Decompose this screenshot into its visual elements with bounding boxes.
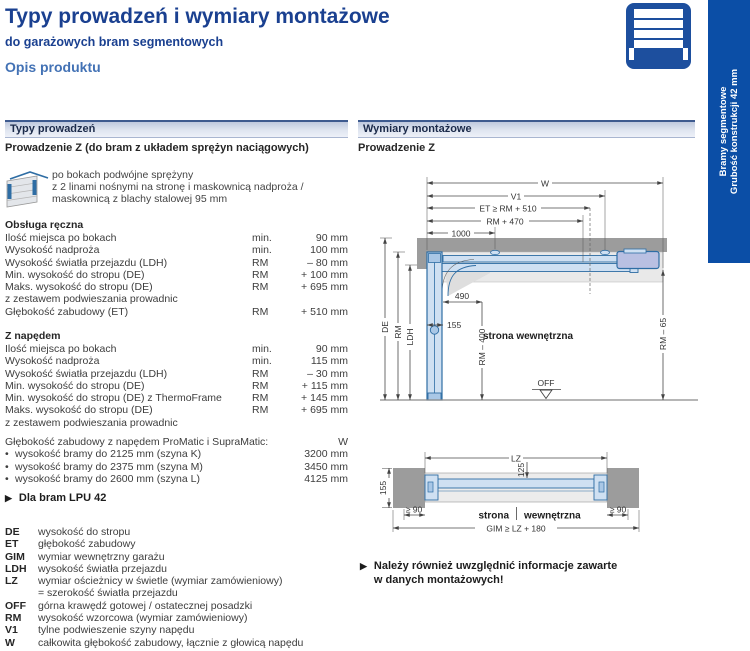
lpu42-reference-label: Dla bram LPU 42	[18, 492, 107, 504]
frame-head-detail	[429, 254, 441, 263]
track-description	[52, 169, 352, 206]
operator-bracket	[624, 249, 646, 253]
row-ref: RM	[252, 379, 269, 392]
legend-desc: wysokość wzorcowa (wymiar zamówieniowy)	[38, 612, 248, 625]
table-row	[5, 269, 348, 281]
spring-left	[8, 184, 12, 199]
mounting-note-text	[374, 560, 617, 587]
bullet: •	[5, 472, 9, 485]
table-row	[5, 232, 348, 244]
operator-head	[617, 252, 659, 269]
frame-foot	[428, 393, 441, 400]
series-tab	[708, 0, 750, 263]
side-section-view	[380, 177, 698, 400]
table-row	[5, 392, 348, 404]
section-bar-track-types: Typy prowadzeń	[5, 120, 348, 138]
table-row	[5, 306, 348, 318]
table-row	[5, 380, 348, 392]
legend-code: GIM	[5, 550, 25, 563]
off-label: OFF	[537, 378, 555, 388]
row-value: + 100 mm	[301, 268, 348, 281]
row-ref: min.	[252, 244, 272, 257]
dim-label-ge90-left: ≥ 90	[405, 504, 423, 515]
legend-row	[5, 575, 350, 600]
operator-rail	[437, 264, 635, 272]
mounting-drawing	[378, 162, 700, 542]
row-value: + 510 mm	[301, 305, 348, 318]
dim-label-rm400: RM – 400	[477, 328, 487, 366]
legend-desc: całkowita głębokość zabudowy, łącznie z głowicą napędu	[38, 636, 304, 649]
dim-label-155: 155	[447, 320, 462, 330]
row-value: 90 mm	[315, 232, 348, 244]
row-value: 3450 mm	[304, 460, 348, 473]
dim-label-gim: GIM ≥ LZ + 180	[486, 523, 546, 534]
legend-row	[5, 600, 350, 612]
table-row	[5, 461, 348, 473]
table-row	[5, 343, 348, 355]
row-value: 3200 mm	[304, 448, 348, 461]
section-bar-mounting-dimensions: Wymiary montażowe	[358, 120, 695, 138]
depth-heading-value: W	[338, 436, 348, 448]
legend-desc-line: wymiar ościeżnicy w świetle (wymiar zamówieniowy)	[38, 575, 283, 588]
plan-view	[378, 452, 639, 534]
section-title: Opis produktu	[5, 59, 101, 75]
mounting-note	[360, 560, 700, 587]
powered-table	[5, 343, 348, 429]
row-label: Min. wysokość do stropu (DE)	[5, 268, 145, 281]
legend-code: DE	[5, 526, 20, 538]
row-ref: RM	[252, 268, 269, 281]
dim-label-ldh: LDH	[405, 328, 415, 346]
row-value: – 30 mm	[307, 367, 348, 380]
abbreviation-legend	[5, 526, 350, 649]
track-description-line: po bokach podwójne sprężyny	[52, 169, 194, 181]
row-ref: RM	[252, 404, 269, 417]
legend-code: ET	[5, 538, 19, 551]
row-ref	[252, 417, 290, 429]
legend-row	[5, 526, 350, 538]
row-label: wysokość bramy do 2375 mm (szyna M)	[15, 460, 203, 473]
table-row	[5, 281, 348, 293]
legend-desc: wysokość światła przejazdu	[38, 562, 167, 575]
mounting-note-line: Należy również uwzględnić informacje zawarte	[373, 560, 618, 572]
ceiling-hanger	[491, 250, 500, 254]
dim-label-125: 125	[516, 462, 526, 478]
manual-table	[5, 232, 348, 318]
table-row	[5, 293, 348, 305]
legend-desc: górna krawędź gotowej / ostatecznej posadzki	[38, 599, 253, 612]
wall-left	[393, 468, 425, 508]
table-row	[5, 257, 348, 269]
row-value: 115 mm	[310, 355, 348, 368]
horizontal-track	[443, 256, 619, 263]
row-value: 90 mm	[315, 343, 348, 355]
row-label: Wysokość światła przejazdu (LDH)	[5, 256, 168, 269]
row-ref: RM	[252, 281, 269, 294]
row-value: 4125 mm	[304, 472, 348, 485]
table-row	[5, 417, 348, 429]
page-subtitle: do garażowych bram segmentowych	[5, 35, 224, 49]
powered-section-title: Z napędem	[5, 330, 61, 342]
row-ref: RM	[252, 256, 269, 269]
legend-code: V1	[5, 624, 18, 637]
dim-label-lz: LZ	[511, 453, 521, 464]
legend-desc: głębokość zabudowy	[38, 538, 136, 551]
row-label: Min. wysokość do stropu (DE) z ThermoFrame	[5, 392, 222, 405]
legend-row	[5, 612, 350, 624]
wall-right	[607, 468, 639, 508]
legend-row	[5, 637, 350, 649]
bullet: •	[5, 448, 9, 461]
depth-heading: Głębokość zabudowy z napędem ProMatic i SupraMatic:	[5, 436, 269, 448]
dim-label-490: 490	[454, 291, 470, 301]
row-label: wysokość bramy do 2125 mm (szyna K)	[15, 448, 202, 461]
table-row	[5, 368, 348, 380]
row-label: Głębokość zabudowy (ET)	[5, 305, 129, 318]
legend-code: OFF	[5, 599, 26, 612]
row-label: Wysokość nadproża	[5, 244, 100, 257]
row-value: + 695 mm	[301, 281, 348, 294]
legend-row	[5, 563, 350, 575]
dim-label-rm65: RM – 65	[658, 317, 668, 351]
row-value: 100 mm	[310, 244, 348, 257]
dim-label-et: ET ≥ RM + 510	[479, 203, 537, 214]
series-tab-line2: Grubość konstrukcji 42 mm	[729, 68, 740, 195]
row-label: Wysokość światła przejazdu (LDH)	[5, 367, 168, 380]
legend-desc: tylne podwieszenie szyny napędu	[38, 624, 195, 637]
table-row	[5, 448, 348, 460]
legend-desc: wysokość do stropu	[38, 526, 131, 538]
row-ref: min.	[252, 343, 272, 355]
roller	[430, 326, 438, 334]
table-row	[5, 473, 348, 485]
dim-label-w: W	[540, 178, 550, 189]
row-label: Wysokość nadproża	[5, 355, 100, 368]
dim-label-de: DE	[380, 321, 390, 333]
row-value: + 695 mm	[301, 404, 348, 417]
off-arrow-icon	[540, 390, 552, 399]
row-label: Min. wysokość do stropu (DE)	[5, 379, 145, 392]
legend-code: LDH	[5, 562, 27, 575]
dim-label-v1: V1	[510, 191, 522, 202]
row-label: Ilość miejsca po bokach	[5, 343, 117, 355]
row-value: + 145 mm	[301, 392, 348, 405]
legend-row	[5, 538, 350, 550]
sectional-door-icon	[625, 2, 692, 71]
row-ref: RM	[252, 392, 269, 405]
row-label: z zestawem podwieszania prowadnic	[5, 416, 178, 429]
track-description-line: z 2 linami nośnymi na stronę i maskownicą nadproża /	[52, 181, 304, 194]
dim-label-rm: RM	[393, 325, 403, 339]
track-description-line: maskownicą z blachy stalowej 95 mm	[52, 193, 228, 206]
spring-right	[33, 180, 37, 195]
row-ref: min.	[252, 355, 272, 368]
row-value: – 80 mm	[307, 256, 348, 269]
depth-table	[5, 436, 348, 485]
series-tab-line1: Bramy segmentowe	[717, 86, 729, 177]
row-label: wysokość bramy do 2600 mm (szyna L)	[15, 472, 200, 485]
legend-desc-line: = szerokość światła przejazdu	[38, 587, 178, 600]
dim-label-155-plan: 155	[378, 480, 388, 496]
legend-code: W	[5, 636, 15, 649]
dim-label-1000: 1000	[451, 228, 471, 239]
table-row	[5, 404, 348, 416]
row-ref: min.	[252, 232, 272, 244]
track-type-heading: Prowadzenie Z (do bram z układem sprężyn naciągowych)	[5, 142, 309, 154]
dim-label-ge90-right: ≥ 90	[609, 504, 627, 515]
mounting-heading: Prowadzenie Z	[358, 142, 436, 154]
row-value	[290, 293, 348, 305]
legend-desc	[38, 575, 350, 600]
row-label: Maks. wysokość do stropu (DE)	[5, 404, 153, 417]
table-row	[5, 244, 348, 256]
row-ref	[252, 293, 290, 305]
legend-code: RM	[5, 612, 22, 625]
ceiling-hanger	[601, 250, 610, 254]
depth-heading-row	[5, 436, 348, 448]
row-value: + 115 mm	[301, 379, 348, 392]
row-ref: RM	[252, 305, 269, 318]
dim-label-rm470: RM + 470	[486, 216, 524, 227]
legend-code: LZ	[5, 575, 18, 588]
mounting-note-line: w danych montażowych!	[373, 573, 504, 586]
door-leaf-plan	[438, 479, 594, 488]
row-label: z zestawem podwieszania prowadnic	[5, 293, 178, 306]
inside-label-a: strona	[478, 510, 509, 522]
z-track-illustration	[4, 169, 50, 211]
row-label: Ilość miejsca po bokach	[5, 232, 117, 244]
row-value	[290, 417, 348, 429]
legend-desc: wymiar wewnętrzny garażu	[38, 550, 165, 563]
triangle-arrow-icon: ▶	[5, 493, 12, 503]
inside-label-b: wewnętrzna	[524, 510, 581, 522]
lpu42-reference[interactable]	[5, 492, 106, 505]
page-title: Typy prowadzeń i wymiary montażowe	[5, 5, 390, 28]
inside-label: strona wewnętrzna	[482, 331, 574, 342]
legend-row	[5, 551, 350, 563]
bullet: •	[5, 460, 9, 473]
row-label: Maks. wysokość do stropu (DE)	[5, 281, 153, 294]
row-ref: RM	[252, 367, 269, 380]
legend-row	[5, 624, 350, 636]
table-row	[5, 355, 348, 367]
manual-section-title: Obsługa ręczna	[5, 219, 84, 231]
triangle-arrow-icon: ▶	[360, 561, 367, 571]
